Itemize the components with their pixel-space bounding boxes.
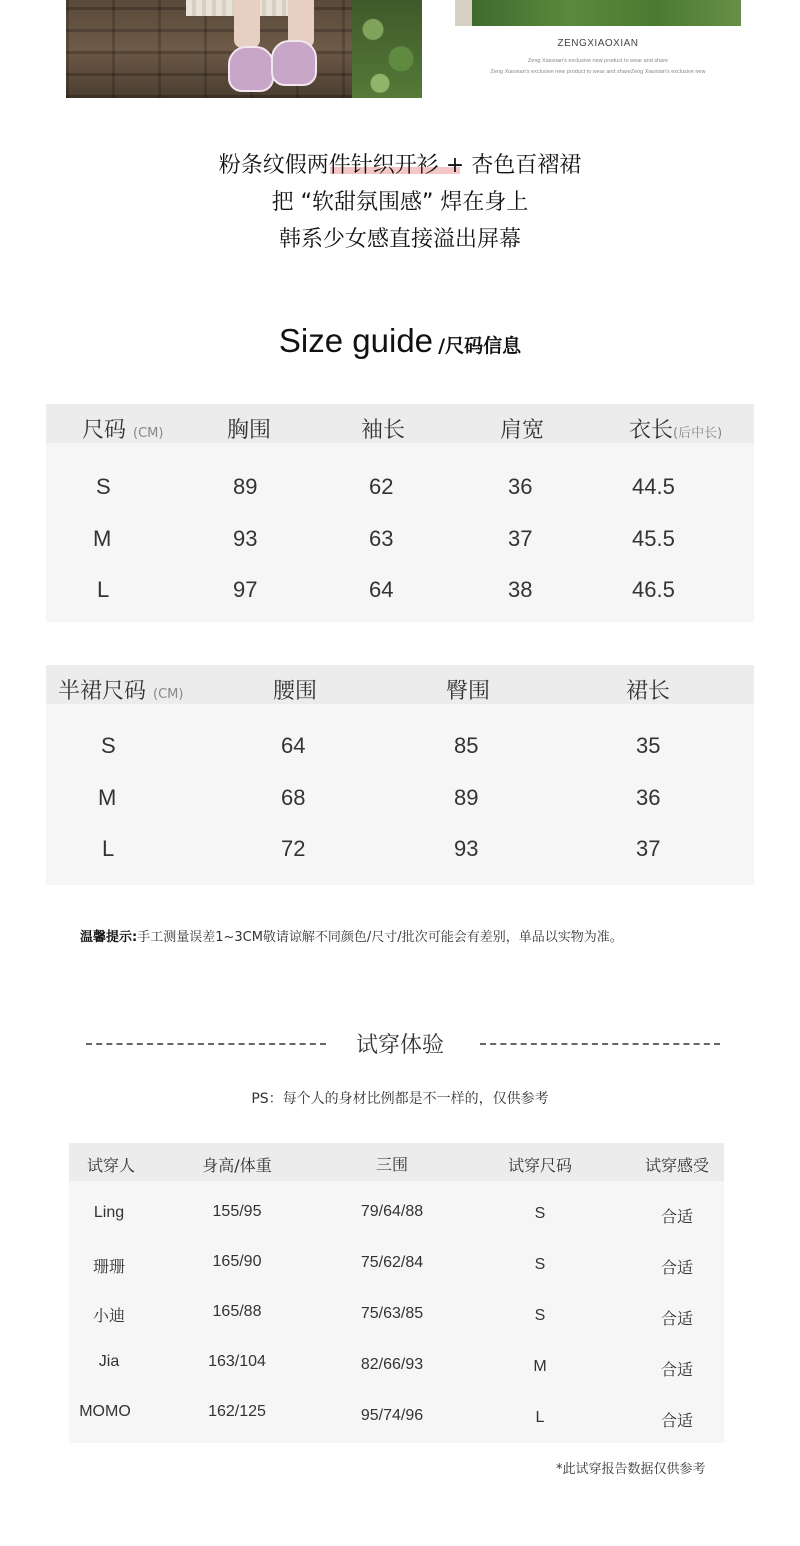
- fit-row-3-feeling: 合适: [660, 1309, 693, 1328]
- skirt-row-s-length: 35: [636, 733, 661, 758]
- fit-section-title: [0, 1028, 800, 1058]
- fit-row-1-hw: 155/95: [212, 1203, 262, 1220]
- brand-tagline-1: Zeng Xiaoxian's exclusive new product to wear and share: [527, 58, 669, 64]
- top-row-s-sleeve: 62: [369, 474, 394, 499]
- fit-row-5-meas: 95/74/96: [360, 1407, 424, 1424]
- size-guide-heading: Size guide: [278, 322, 434, 359]
- fit-row-4-person: Jia: [98, 1353, 120, 1370]
- size-guide-subheading: /尺码信息: [438, 335, 522, 357]
- skirt-header-waist: 腰围: [273, 679, 318, 704]
- measurement-notice: [80, 926, 623, 945]
- left-shoe: [228, 46, 274, 92]
- top-row-s-shoulder: 36: [508, 474, 533, 499]
- fit-header-measurements: 三围: [375, 1155, 408, 1174]
- top-header-shoulder: 肩宽: [500, 418, 545, 443]
- outfit-photo-right: [455, 0, 741, 26]
- skirt-header-hip: 臀围: [446, 679, 491, 704]
- fit-row-1-feeling: 合适: [660, 1207, 693, 1226]
- skirt-header-size: 半裙尺码 (CM): [58, 679, 184, 704]
- top-row-l-size: L: [97, 577, 110, 602]
- top-size-table: [46, 404, 754, 622]
- plants: [352, 0, 422, 98]
- top-row-l-chest: 97: [233, 577, 258, 602]
- skirt-row-s-hip: 85: [454, 733, 479, 758]
- fit-row-3-meas: 75/63/85: [360, 1305, 424, 1322]
- skirt-header-length: 裙长: [626, 679, 671, 704]
- fit-row-1-person: Ling: [93, 1204, 125, 1221]
- outfit-photo-left: [66, 0, 422, 98]
- left-leg: [234, 0, 260, 48]
- skirt-row-l-waist: 72: [281, 836, 306, 861]
- fit-row-5-size: L: [535, 1409, 545, 1426]
- intro-line-3: 韩系少女感直接溢出屏幕: [278, 227, 521, 252]
- fit-row-5-hw: 162/125: [208, 1403, 266, 1420]
- right-shoe: [271, 40, 317, 86]
- top-row-m-chest: 93: [233, 526, 258, 551]
- fit-row-1-size: S: [534, 1205, 546, 1222]
- skirt-row-m-hip: 89: [454, 785, 479, 810]
- fit-row-3-size: S: [534, 1307, 546, 1324]
- fit-row-2-hw: 165/90: [212, 1253, 262, 1270]
- fit-row-3-hw: 165/88: [212, 1303, 262, 1320]
- fit-row-1-meas: 79/64/88: [360, 1203, 424, 1220]
- notice-text: 手工测量误差1~3CM敬请谅解不同颜色/尺寸/批次可能会有差别，单品以实物为准。: [137, 930, 623, 945]
- fit-row-3-person: 小迪: [92, 1306, 125, 1325]
- skirt-row-m-waist: 68: [281, 785, 306, 810]
- notice-label: 温馨提示:: [80, 930, 138, 945]
- brand-name: ZENGXIAOXIAN: [557, 38, 639, 49]
- top-row-m-sleeve: 63: [369, 526, 394, 551]
- top-header-sleeve: 袖长: [361, 418, 406, 443]
- fit-row-4-hw: 163/104: [208, 1353, 266, 1370]
- skirt-row-s-size: S: [101, 733, 116, 758]
- top-row-l-sleeve: 64: [369, 577, 394, 602]
- fit-header-person: 试穿人: [86, 1156, 135, 1175]
- fit-row-5-feeling: 合适: [660, 1411, 693, 1430]
- fit-row-4-feeling: 合适: [660, 1360, 693, 1379]
- skirt-row-l-hip: 93: [454, 836, 479, 861]
- skirt-row-m-length: 36: [636, 785, 661, 810]
- skirt-size-table: [46, 665, 754, 885]
- fit-row-2-feeling: 合适: [660, 1258, 693, 1277]
- fit-header-size: 试穿尺码: [507, 1156, 572, 1175]
- top-row-m-shoulder: 37: [508, 526, 533, 551]
- fit-row-5-person: MOMO: [79, 1403, 131, 1420]
- fit-header-height-weight: 身高/体重: [202, 1156, 272, 1175]
- fit-footnote: *此试穿报告数据仅供参考: [556, 1462, 706, 1477]
- skirt-row-l-size: L: [102, 836, 115, 861]
- top-row-l-shoulder: 38: [508, 577, 533, 602]
- fit-header-feeling: 试穿感受: [644, 1156, 709, 1175]
- fit-title-text: 试穿体验: [355, 1033, 444, 1058]
- fit-row-4-meas: 82/66/93: [360, 1356, 424, 1373]
- fit-row-2-person: 珊珊: [92, 1257, 125, 1276]
- skirt-row-m-size: M: [98, 785, 117, 810]
- fit-row-2-size: S: [534, 1256, 546, 1273]
- brand-tagline-2: Zeng Xiaoxian's exclusive new product to wear and shareZeng Xiaoxian's exclusive new: [490, 69, 706, 75]
- top-row-m-length: 45.5: [632, 526, 675, 551]
- top-row-l-length: 46.5: [632, 577, 675, 602]
- fit-row-2-meas: 75/62/84: [360, 1254, 424, 1271]
- fit-row-4-size: M: [533, 1358, 547, 1375]
- intro-line-1: 粉条纹假两件针织开衫 + 杏色百褶裙: [218, 153, 582, 178]
- top-row-m-size: M: [93, 526, 112, 551]
- top-row-s-length: 44.5: [632, 474, 675, 499]
- top-row-s-size: S: [96, 474, 111, 499]
- intro-line-2: 把 “软甜氛围感” 焊在身上: [271, 190, 529, 215]
- size-guide-title: [0, 322, 800, 360]
- fit-table: [69, 1143, 724, 1443]
- top-header-length: 衣长(后中长): [629, 418, 723, 443]
- top-header-chest: 胸围: [227, 418, 272, 443]
- top-row-s-chest: 89: [233, 474, 258, 499]
- top-header-size: 尺码 (CM): [82, 418, 164, 443]
- fit-ps-note: PS：每个人的身材比例都是不一样的，仅供参考: [251, 1091, 549, 1107]
- skirt-row-s-waist: 64: [281, 733, 306, 758]
- skirt-row-l-length: 37: [636, 836, 661, 861]
